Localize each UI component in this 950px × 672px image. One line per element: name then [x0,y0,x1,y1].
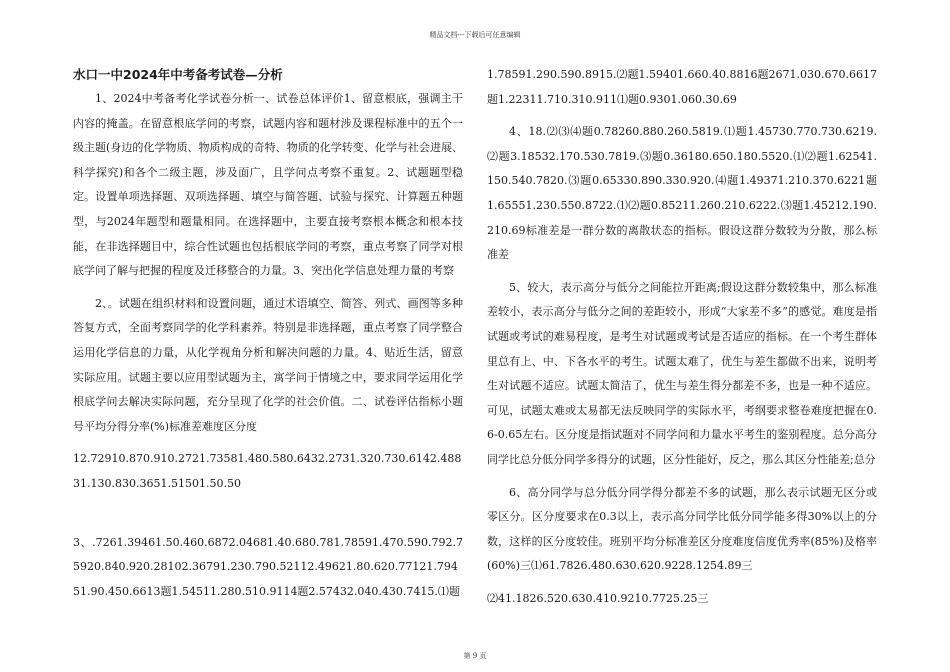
right-column [487,63,877,619]
data-paragraph: ⑵41.1826.520.630.410.9210.7725.25三 [487,591,709,605]
paragraph: 6、高分同学与总分低分同学得分都差不多的试题，那么表示试题无区分或零区分。区分度要求在0.3以上，表示高分同学比低分同学能多得30%以上的分数，这样的区分度较佳。班别平均分标准差区分度难度信度优秀率(85%)及格率(60%)三⑴61.7826.480.630.620.9228.1254.89三 [487,485,877,573]
data-paragraph: 1.78591.290.590.8915.⑵题1.59401.660.40.8816题2671.030.670.6617题1.22311.710.310.911⑴题0.9301.060.30.69 [487,68,877,106]
data-paragraph: 3、.7261.39461.50.460.6872.04681.40.680.781.78591.470.590.792.75920.840.920.28102.36791.230.790.52112.49621.80.620.77121.79451.90.450.6613题1.54511.280.510.9114题2.57432.040.430.7415.⑴题 [73,535,463,598]
paragraph: 2、。试题在组织材料和设置问题，通过术语填空、简答、列式、画图等多种答复方式，全面考察同学的化学科素养。特别是非选择题，重点考察了同学整合运用化学信息的力量，从化学视角分析和解决问题的力量。4、贴近生活，留意实际应用。试题主要以应用型试题为主，寓学问于情境之中，要求同学运用化学根底学问去解决实际问题，充分呈现了化学的社会价值。二、试卷评估指标小题号平均分得分率(%)标准差难度区分度 [73,296,463,433]
paragraph: 1、2024中考备考化学试卷分析一、试卷总体评价1、留意根底，强调主干内容的掩盖。在留意根底学问的考察，试题内容和题材涉及课程标准中的五个一级主题(身边的化学物质、物质构成的奇特、物质的化学转变、化学与社会进展、科学探究)和各个二级主题，涉及面广，且学问点考察不重复。2、试题题型稳定。设置单项选择题、双项选择题、填空与简答题、试验与探究、计算题五种题型，与2024年题型和题量相同。在选择题中，主要直接考察根本概念和根本技能，在非选择题目中，综合性试题也包括根底学问的考察，重点考察了同学对根底学问了解与把握的程度及迁移整合的力量。3、突出化学信息处理力量的考察 [73,92,463,278]
page-number: 第 9 页 [463,652,487,660]
page-header: 精品文档---下载后可任意编辑 [429,31,521,39]
left-column [73,63,463,612]
document-title: 水口一中2024年中考备考试卷—分析 [73,67,283,82]
paragraph: 4、18.⑵⑶⑷题0.78260.880.260.5819.⑴题1.45730.770.730.6219.⑵题3.18532.170.530.7819.⑶题0.36180.650.180.5520.⑴⑵题1.62541.150.540.7820.⑶题0.65330.890.330.920.⑷题1.49371.210.370.6221题1.65551.230.550.8722.⑴⑵题0.85211.260.210.6222.⑶题1.45212.190.210.69标准差是一群分数的离散状态的指标。假设这群分数较为分散，那么标准差 [487,125,877,262]
spacer [73,505,463,531]
paragraph: 5、较大，表示高分与低分之间能拉开距离;假设这群分数较集中，那么标准差较小，表示高分与低分之间的差距较小，形成“大家差不多”的感觉。难度是指试题或考试的难易程度，是考生对试题或考试是否适应的指标。在一个考生群体里总有上、中、下各水平的考生。试题太难了，优生与差生都做不出来，说明考生对试题不适应。试题太简洁了，优生与差生得分都差不多，也是一种不适应。可见，试题太难或太易都无法反映同学的实际水平，考纲要求整卷难度把握在0.6-0.65左右。区分度是指试题对不同学问和力量水平考生的鉴别程度。总分高分同学比总分低分同学多得分的试题，区分性能好，反之，那么其区分性能差;总分 [487,280,877,466]
data-paragraph: 12.72910.870.910.2721.73581.480.580.6432.2731.320.730.6142.48831.130.830.3651.51501.50.50 [73,452,462,490]
